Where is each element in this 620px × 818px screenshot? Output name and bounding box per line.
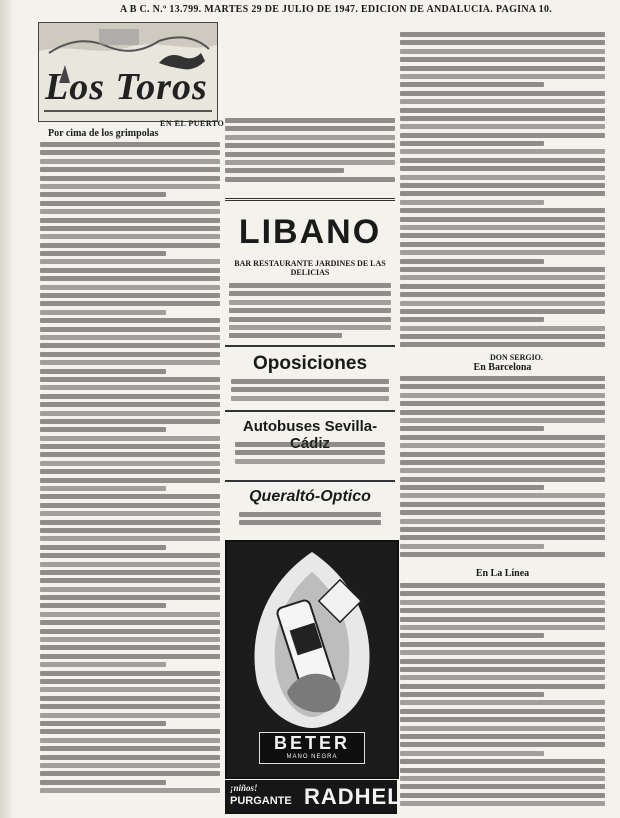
beter-brand: BETER xyxy=(273,733,350,753)
autobuses-name: Autobuses Sevilla- xyxy=(242,418,378,435)
radhel-ad xyxy=(225,780,402,814)
linea-heading: En La Línea xyxy=(475,568,530,579)
banner-title: Los Toros xyxy=(45,66,208,108)
article-title: Por cima de los grimpolas xyxy=(48,128,159,139)
article-body-column-3 xyxy=(400,32,605,352)
page-header: A B C. N.º 13.799. MARTES 29 DE JULIO DE 1947. EDICION DE ANDALUCIA. PAGINA 10. xyxy=(120,4,553,15)
section-tag: EN EL PUERTO xyxy=(160,119,225,128)
article-body-column-1 xyxy=(40,142,220,804)
article-signature: DON SERGIO. xyxy=(490,353,543,362)
oposiciones-body xyxy=(231,379,389,401)
page-fold-shadow xyxy=(0,0,14,818)
radhel-purgante: PURGANTE xyxy=(230,795,292,807)
barcelona-report xyxy=(400,376,605,560)
autobuses-ad xyxy=(225,410,395,474)
barcelona-heading: En Barcelona xyxy=(473,362,532,373)
libano-body xyxy=(229,283,391,338)
radhel-promo: ¡niños! xyxy=(230,783,258,793)
beter-brand-box xyxy=(259,732,365,764)
optico-body xyxy=(239,512,381,525)
optico-ad xyxy=(225,480,395,534)
bullfight-banner xyxy=(38,22,218,122)
beter-tagline: MANO NEGRA xyxy=(286,754,338,760)
libano-name: LIBANO xyxy=(238,213,382,251)
libano-ad xyxy=(225,198,395,339)
libano-subtitle: BAR RESTAURANTE JARDINES DE LAS DELICIAS xyxy=(234,259,386,277)
radhel-brand: RADHEL xyxy=(304,784,402,809)
autobuses-body xyxy=(235,442,385,464)
article-body-column-2 xyxy=(225,118,395,190)
linea-report xyxy=(400,583,605,808)
oposiciones-ad xyxy=(225,345,395,407)
beter-ad xyxy=(225,540,399,779)
oposiciones-name: Oposiciones xyxy=(252,353,368,374)
hand-bottle-illustration xyxy=(227,542,397,732)
optico-name: Queraltó-Optico xyxy=(249,488,371,505)
